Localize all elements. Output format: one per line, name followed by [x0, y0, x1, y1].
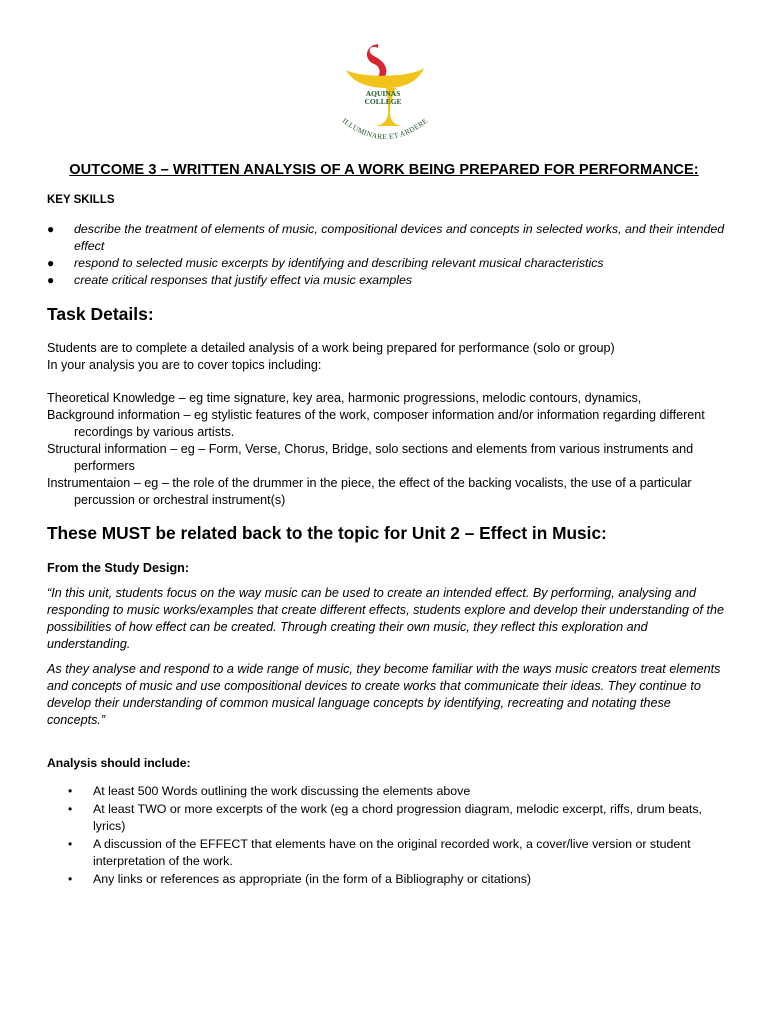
topics-list — [47, 390, 727, 509]
list-item-text: Any links or references as appropriate (in the form of a Bibliography or citations) — [93, 871, 532, 886]
study-design-quote: As they analyse and respond to a wide range of music, they become familiar with the ways music creators treat elements and concepts of music and use compositional devices to create works that communicate their ideas. They continue to develop their understanding of common musical language concepts by identifying, recreating and notating these concepts.” — [47, 662, 721, 727]
analysis-list — [68, 783, 728, 888]
logo-text-line1: AQUINAS — [365, 89, 401, 98]
list-item — [68, 836, 728, 871]
outcome-title: OUTCOME 3 – WRITTEN ANALYSIS OF A WORK BEING PREPARED FOR PERFORMANCE: — [69, 162, 699, 178]
key-skills-heading: KEY SKILLS — [47, 194, 115, 206]
task-intro-line: Students are to complete a detailed analysis of a work being prepared for performance (solo or group) — [47, 341, 615, 355]
bullet-icon: • — [68, 836, 73, 851]
bullet-icon: • — [68, 871, 73, 886]
list-item-text: A discussion of the EFFECT that elements have on the original recorded work, a cover/live version or student interpretation of the work. — [93, 836, 691, 868]
logo-motto: ILLUMINARE ET ARDERE — [340, 116, 430, 142]
list-item — [47, 255, 737, 272]
list-item-text: describe the treatment of elements of music, compositional devices and concepts in selected works, and their intended effect — [74, 222, 725, 253]
list-item — [47, 221, 737, 255]
unit-topic-heading: These MUST be related back to the topic for Unit 2 – Effect in Music: — [47, 523, 607, 543]
analysis-heading: Analysis should include: — [47, 756, 191, 770]
list-item — [68, 801, 728, 836]
list-item — [68, 783, 728, 801]
topic-item: Instrumentaion – eg – the role of the drummer in the piece, the effect of the backing vocalists, the use of a particular percussion or orchestral instrument(s) — [47, 476, 692, 507]
bullet-icon: ● — [47, 222, 55, 236]
bullet-icon: • — [68, 784, 73, 798]
topic-item: Theoretical Knowledge – eg time signature, key area, harmonic progressions, melodic contours, dynamics, — [47, 391, 642, 405]
bullet-icon: ● — [47, 256, 55, 270]
key-skills-list — [47, 221, 737, 289]
bullet-icon: • — [68, 801, 73, 816]
aquinas-college-logo — [330, 38, 440, 156]
flame-shape — [367, 44, 386, 79]
study-design-quote: “In this unit, students focus on the way music can be used to create an intended effect. By performing, analysing and responding to music works/examples that create different effects, students explore and develop their understanding of the possibilities of how effect can be created. Through creating their own music, they reflect this exploration and understanding. — [47, 586, 724, 651]
logo-text-line2: COLLEGE — [364, 97, 402, 106]
bullet-icon: ● — [47, 273, 55, 287]
logo-graphic — [330, 38, 440, 156]
list-item — [68, 871, 728, 889]
list-item-text: create critical responses that justify effect via music examples — [74, 273, 413, 287]
list-item-text: At least TWO or more excerpts of the work (eg a chord progression diagram, melodic excerpt, riffs, drum beats, lyrics) — [93, 801, 702, 833]
task-intro — [47, 340, 737, 374]
task-intro-line: In your analysis you are to cover topics including: — [47, 358, 322, 372]
list-item-text: At least 500 Words outlining the work discussing the elements above — [93, 784, 471, 798]
list-item — [47, 272, 737, 289]
task-details-heading: Task Details: — [47, 304, 154, 324]
list-item-text: respond to selected music excerpts by identifying and describing relevant musical characteristics — [74, 256, 604, 270]
topic-item: Structural information – eg – Form, Verse, Chorus, Bridge, solo sections and elements from various instruments and performers — [47, 442, 694, 473]
study-design-heading: From the Study Design: — [47, 561, 190, 575]
topic-item: Background information – eg stylistic features of the work, composer information and/or information regarding different recordings by various artists. — [47, 408, 705, 439]
